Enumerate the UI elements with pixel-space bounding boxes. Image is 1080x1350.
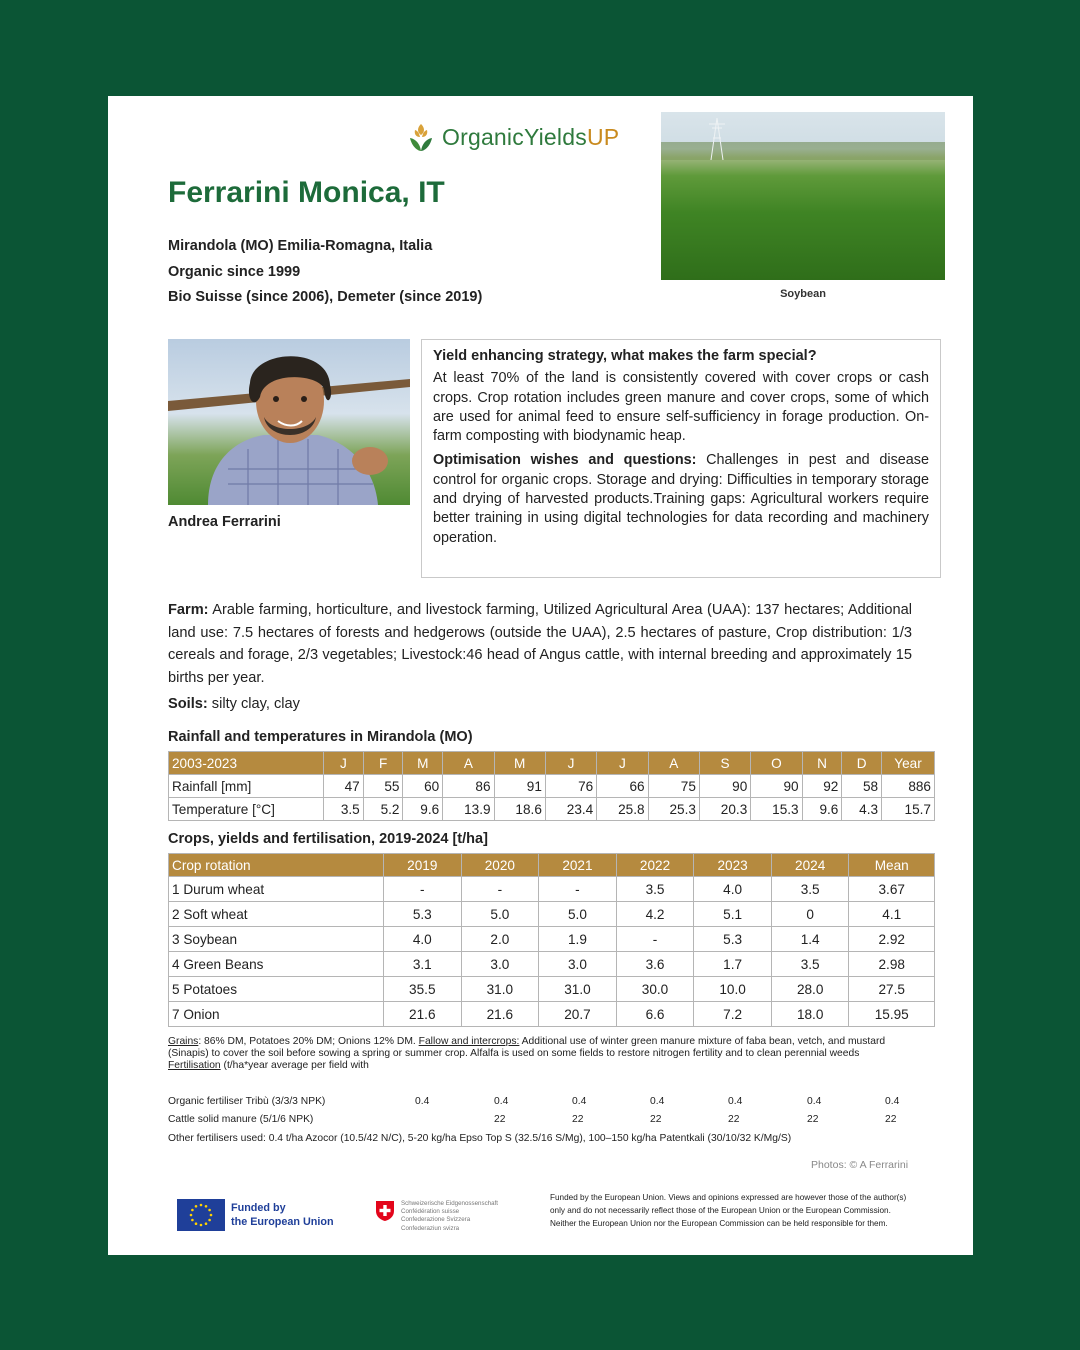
table-cell: 28.0 <box>771 977 849 1002</box>
farm-body: Arable farming, horticulture, and livestock farming, Utilized Agricultural Area (UAA): 137 hectares; Additional land use: 7.5 hectares of forests and hedgerows (outside the UAA), 2.5 hectares of pasture, Crop distribution: 1/3 cereals and forage, 2/3 vegetables; Livestock:46 head of Angus cattle, with internal breeding and approximately 15 births per year. <box>168 602 912 686</box>
fertiliser-row <box>168 1114 928 1127</box>
fallow-label: Fallow and intercrops: <box>418 1036 520 1047</box>
rain-header-cell: O <box>751 752 802 775</box>
table-cell: 18.6 <box>494 798 545 821</box>
wishes-label: Optimisation wishes and questions: <box>433 452 697 469</box>
table-cell: 47 <box>324 775 364 798</box>
page-title: Ferrarini Monica, IT <box>168 176 445 209</box>
table-cell: 1.7 <box>694 952 772 977</box>
soils-body: silty clay, clay <box>207 696 300 712</box>
row-label: Rainfall [mm] <box>169 775 324 798</box>
table-cell: 25.3 <box>648 798 699 821</box>
crops-header-cell: Crop rotation <box>169 854 384 877</box>
table-cell: 21.6 <box>461 1002 539 1027</box>
power-pylon-icon <box>709 118 725 160</box>
table-row <box>169 775 935 798</box>
table-cell: 5.1 <box>694 902 772 927</box>
eu-funding-logo <box>177 1199 334 1231</box>
crops-header-cell: 2022 <box>616 854 694 877</box>
table-cell: 31.0 <box>539 977 617 1002</box>
crop-name: 2 Soft wheat <box>169 902 384 927</box>
table-cell: 13.9 <box>443 798 494 821</box>
organic-since: Organic since 1999 <box>168 263 301 280</box>
table-cell: 27.5 <box>849 977 935 1002</box>
rain-header-cell: J <box>545 752 596 775</box>
table-cell: 3.0 <box>539 952 617 977</box>
rain-table-header-row <box>169 752 935 775</box>
table-cell: 4.3 <box>842 798 882 821</box>
fertiliser-value: 0.4 <box>572 1096 587 1107</box>
table-cell: 886 <box>882 775 935 798</box>
table-cell: 3.5 <box>616 877 694 902</box>
table-cell: 58 <box>842 775 882 798</box>
rain-header-cell: D <box>842 752 882 775</box>
crops-header-cell: 2024 <box>771 854 849 877</box>
yield-strategy-box <box>421 339 941 578</box>
soybean-photo-caption: Soybean <box>780 288 826 300</box>
table-cell: 5.3 <box>384 902 462 927</box>
table-cell: 1.9 <box>539 927 617 952</box>
fertiliser-value: 22 <box>650 1114 662 1125</box>
table-cell: 91 <box>494 775 545 798</box>
table-cell: 20.3 <box>699 798 750 821</box>
table-cell: 4.1 <box>849 902 935 927</box>
eu-funded-line1: Funded by <box>231 1202 286 1214</box>
grains-label: Grains <box>168 1036 199 1047</box>
table-cell: 25.8 <box>597 798 648 821</box>
table-cell: 5.0 <box>461 902 539 927</box>
rain-header-cell: S <box>699 752 750 775</box>
eu-flag-icon <box>177 1199 225 1231</box>
crop-notes <box>168 1036 928 1073</box>
table-cell: 92 <box>802 775 842 798</box>
table-row <box>169 952 935 977</box>
soils-description <box>168 696 300 712</box>
swiss-text-line: Confédération suisse <box>401 1208 460 1216</box>
wheat-leaf-icon <box>406 120 436 154</box>
logo-text-organic: Organic <box>442 123 524 150</box>
rain-header-cell: 2003-2023 <box>169 752 324 775</box>
strategy-heading: Yield enhancing strategy, what makes the farm special? <box>433 348 817 364</box>
table-cell: 3.5 <box>324 798 364 821</box>
table-cell: - <box>616 927 694 952</box>
table-cell: 4.0 <box>384 927 462 952</box>
table-cell: 6.6 <box>616 1002 694 1027</box>
table-cell: - <box>384 877 462 902</box>
table-cell: 3.6 <box>616 952 694 977</box>
table-row <box>169 902 935 927</box>
rain-header-cell: M <box>494 752 545 775</box>
table-cell: 9.6 <box>802 798 842 821</box>
table-cell: 10.0 <box>694 977 772 1002</box>
optimisation-wishes <box>433 451 929 547</box>
table-cell: 3.67 <box>849 877 935 902</box>
crop-name: 7 Onion <box>169 1002 384 1027</box>
table-cell: 3.0 <box>461 952 539 977</box>
crop-name: 1 Durum wheat <box>169 877 384 902</box>
table-cell: 86 <box>443 775 494 798</box>
fertilisation-label: Fertilisation <box>168 1060 221 1072</box>
table-cell: 2.0 <box>461 927 539 952</box>
swiss-text-line: Schweizerische Eidgenossenschaft <box>401 1200 498 1207</box>
table-cell: - <box>461 877 539 902</box>
crops-table-heading: Crops, yields and fertilisation, 2019-2024 [t/ha] <box>168 831 488 847</box>
table-cell: 3.1 <box>384 952 462 977</box>
table-row <box>169 927 935 952</box>
farmer-portrait-illustration <box>168 339 410 505</box>
table-row <box>169 798 935 821</box>
table-cell: 5.3 <box>694 927 772 952</box>
rainfall-temperature-table <box>168 751 935 821</box>
table-cell: 75 <box>648 775 699 798</box>
fertiliser-value: 0.4 <box>728 1096 743 1107</box>
fertiliser-name: Cattle solid manure (5/1/6 NPK) <box>168 1114 314 1125</box>
wishes-body: Challenges in pest and disease control for organic crops. Storage and drying: Difficulties in temporary storage and drying of harvested products.Training gaps: Agricultural workers require better training in using digital technologies for data recording and machinery operation. <box>433 452 929 546</box>
table-cell: 4.0 <box>694 877 772 902</box>
fertiliser-value: 22 <box>494 1114 506 1125</box>
rain-header-cell: J <box>324 752 364 775</box>
table-cell: 35.5 <box>384 977 462 1002</box>
fertiliser-value: 0.4 <box>885 1096 900 1107</box>
organic-yields-up-logo <box>406 120 619 154</box>
table-cell: 90 <box>751 775 802 798</box>
farm-label: Farm: <box>168 602 209 618</box>
table-cell: 18.0 <box>771 1002 849 1027</box>
swiss-shield-icon <box>375 1200 395 1222</box>
eu-funded-line2: the European Union <box>231 1216 334 1228</box>
fertiliser-value: 22 <box>885 1114 897 1125</box>
rain-header-cell: J <box>597 752 648 775</box>
table-cell: 15.95 <box>849 1002 935 1027</box>
crop-name: 3 Soybean <box>169 927 384 952</box>
table-cell: 60 <box>403 775 443 798</box>
fertiliser-value: 22 <box>572 1114 584 1125</box>
soils-label: Soils: <box>168 696 208 712</box>
farmer-portrait-photo <box>168 339 410 505</box>
photo-credit: Photos: © A Ferrarini <box>811 1159 909 1171</box>
grains-body: : 86% DM, Potatoes 20% DM; Onions 12% DM. <box>198 1036 419 1047</box>
table-cell: 7.2 <box>694 1002 772 1027</box>
rain-header-cell: M <box>403 752 443 775</box>
table-cell: 66 <box>597 775 648 798</box>
logo-text-yields: Yields <box>523 123 587 150</box>
swiss-text-line: Confederaziun svizra <box>401 1224 460 1232</box>
swiss-text-line: Confederazione Svizzera <box>401 1216 471 1224</box>
table-cell: 90 <box>699 775 750 798</box>
table-cell: 55 <box>363 775 403 798</box>
table-cell: 5.0 <box>539 902 617 927</box>
rain-header-cell: A <box>443 752 494 775</box>
logo-text-up: UP <box>586 123 620 150</box>
rain-header-cell: N <box>802 752 842 775</box>
fertiliser-name: Organic fertiliser Tribù (3/3/3 NPK) <box>168 1096 326 1107</box>
table-row <box>169 1002 935 1027</box>
table-cell: 5.2 <box>363 798 403 821</box>
rain-header-cell: Year <box>882 752 935 775</box>
row-label: Temperature [°C] <box>169 798 324 821</box>
crops-header-cell: 2021 <box>539 854 617 877</box>
table-cell: 4.2 <box>616 902 694 927</box>
fertiliser-row <box>168 1096 928 1109</box>
table-cell: 23.4 <box>545 798 596 821</box>
table-cell: 2.92 <box>849 927 935 952</box>
fertiliser-value: 22 <box>728 1114 740 1125</box>
fertiliser-value: 0.4 <box>415 1096 430 1107</box>
table-cell: 3.5 <box>771 952 849 977</box>
table-cell: 76 <box>545 775 596 798</box>
table-cell: 21.6 <box>384 1002 462 1027</box>
table-cell: 3.5 <box>771 877 849 902</box>
fertiliser-value: 0.4 <box>494 1096 509 1107</box>
fact-sheet-page <box>108 96 973 1255</box>
fertiliser-value: 22 <box>807 1114 819 1125</box>
crop-name: 5 Potatoes <box>169 977 384 1002</box>
farm-location: Mirandola (MO) Emilia-Romagna, Italia <box>168 238 433 254</box>
farm-meta <box>168 234 482 311</box>
eu-disclaimer: Funded by the European Union. Views and opinions expressed are however those of the author(s) only and do not necessarily reflect those of the European Union or the European Commission. Neither the European Union nor the European Commission can be held responsible for them. <box>550 1193 907 1228</box>
table-cell: 15.3 <box>751 798 802 821</box>
rain-header-cell: A <box>648 752 699 775</box>
table-cell: 2.98 <box>849 952 935 977</box>
fertilisation-body: (t/ha*year average per field with <box>220 1060 369 1072</box>
crop-name: 4 Green Beans <box>169 952 384 977</box>
table-cell: 9.6 <box>403 798 443 821</box>
rainfall-table-heading: Rainfall and temperatures in Mirandola (MO) <box>168 729 473 745</box>
certifications: Bio Suisse (since 2006), Demeter (since 2019) <box>168 289 483 305</box>
farmer-name-caption: Andrea Ferrarini <box>168 514 281 530</box>
fallow-body: Additional use of winter green manure mixture of faba bean, vetch, and mustard (Sinapis) to cover the soil before sowing a spring or summer crop. Alfalfa is used on some fields to restore nitrogen fertility and to clean perennial weeds <box>168 1036 886 1060</box>
crops-header-cell: 2023 <box>694 854 772 877</box>
rain-header-cell: F <box>363 752 403 775</box>
fertiliser-value: 0.4 <box>807 1096 822 1107</box>
other-fertilisers: Other fertilisers used: 0.4 t/ha Azocor (10.5/42 N/C), 5-20 kg/ha Epso Top S (32.5/16 S/Mg), 100–150 kg/ha Patentkali (30/10/32 K/Mg/S) <box>168 1133 792 1144</box>
table-row <box>169 977 935 1002</box>
table-cell: - <box>539 877 617 902</box>
crops-table-header-row <box>169 854 935 877</box>
farm-description <box>168 599 912 689</box>
table-cell: 30.0 <box>616 977 694 1002</box>
crops-header-cell: 2019 <box>384 854 462 877</box>
crops-header-cell: Mean <box>849 854 935 877</box>
table-cell: 15.7 <box>882 798 935 821</box>
table-cell: 1.4 <box>771 927 849 952</box>
table-cell: 0 <box>771 902 849 927</box>
table-cell: 20.7 <box>539 1002 617 1027</box>
fertiliser-value: 0.4 <box>650 1096 665 1107</box>
table-row <box>169 877 935 902</box>
strategy-body: At least 70% of the land is consistently covered with cover crops or cash crops. Crop rotation includes green manure and cover crops, some of which are used for animal feed to ensure self-sufficiency in forage production. On-farm composting with biodynamic heap. <box>433 370 929 445</box>
table-cell: 31.0 <box>461 977 539 1002</box>
swiss-confederation-logo <box>375 1200 498 1233</box>
crops-header-cell: 2020 <box>461 854 539 877</box>
crops-yields-table <box>168 853 935 1027</box>
soybean-field-photo <box>661 112 945 280</box>
